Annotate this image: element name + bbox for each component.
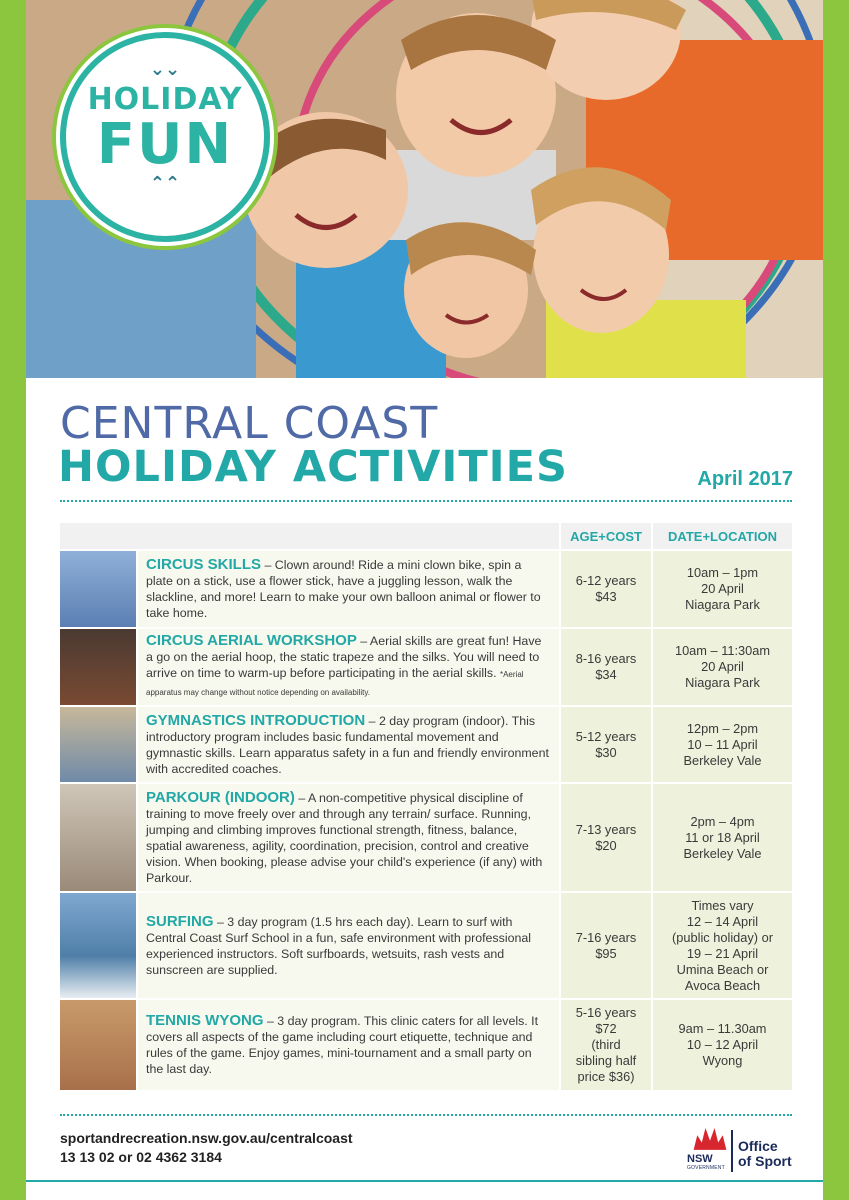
table-row [60,549,792,627]
flyer-page [26,0,823,1200]
date-location-cell: 9am – 11.30am 10 – 12 April Wyong [651,1000,792,1090]
activity-name: SURFING [146,912,214,930]
nsw-logo-text: NSW [687,1153,713,1165]
badge-line-holiday: HOLIDAY [87,82,243,117]
activity-description [138,629,559,705]
date-location-cell: 2pm – 4pm 11 or 18 April Berkeley Vale [651,784,792,891]
activity-name: GYMNASTICS INTRODUCTION [146,711,366,729]
hero-photo [26,0,823,378]
circus-skills-photo [60,551,138,627]
chevron-down-icon: ⌄⌄ [149,59,181,79]
gymnastics-photo [60,707,138,782]
of-sport-text: of Sport [738,1153,792,1169]
table-row [60,782,792,891]
surfing-photo [60,893,138,998]
activity-description [138,893,559,998]
date-location-cell: 10am – 11:30am 20 April Niagara Park [651,629,792,705]
activity-name: PARKOUR (INDOOR) [146,788,295,806]
parkour-photo [60,784,138,891]
age-cost-cell: 5-16 years $72 (third sibling half price $36) [559,1000,651,1090]
activities-table [60,523,792,1090]
activity-text: – Clown around! Ride a mini clown bike, spin a plate on a stick, use a flower stick, have a juggling lesson, walk the slackline, and more! Learn to make your own balloon animal or flower to take home. [146,558,541,620]
age-cost-cell: 7-13 years $20 [559,784,651,891]
activity-description [138,707,559,782]
activity-name: CIRCUS SKILLS [146,556,262,573]
table-row [60,891,792,998]
dotted-divider [60,500,792,502]
bottom-rule [26,1180,823,1182]
activity-text: – Aerial skills are great fun! Have a go on the aerial hoop, the static trapeze and the silks. You will need to arrive on time to warm-up before participating in the aerial skills. [146,634,542,680]
header-age-cost: AGE+COST [559,523,651,549]
tennis-photo [60,1000,138,1090]
office-text: Office [738,1138,778,1154]
activity-text: – 3 day program (1.5 hrs each day). Learn to surf with Central Coast Surf School in a fun, safe environment with professional experienced instructors. Soft surfboards, wetsuits, rash vests and sunscreen are supplied. [146,914,531,977]
activity-name: TENNIS WYONG [146,1012,264,1029]
date-location-cell: 12pm – 2pm 10 – 11 April Berkeley Vale [651,707,792,782]
page-title: HOLIDAY ACTIVITIES [58,442,569,492]
chevron-up-icon: ⌃⌃ [149,173,181,193]
activity-text: – 2 day program (indoor). This introductory program includes basic fundamental movement and gymnastic skills. Learn apparatus safety in a fun and friendly environment with accredited coaches. [146,713,549,776]
holiday-fun-badge [60,32,270,242]
nsw-government-text: GOVERNMENT [687,1165,725,1171]
date-location-cell: Times vary 12 – 14 April (public holiday) or 19 – 21 April Umina Beach or Avoca Beach [651,893,792,998]
table-row [60,705,792,782]
circus-aerial-photo [60,629,138,705]
age-cost-cell: 6-12 years $43 [559,551,651,627]
age-cost-cell: 7-16 years $95 [559,893,651,998]
activity-name: CIRCUS AERIAL WORKSHOP [146,632,357,649]
age-cost-cell: 5-12 years $30 [559,707,651,782]
office-of-sport-logo [738,1139,792,1169]
activity-note: *Aerial apparatus may change without notice depending on availability. [146,670,524,697]
badge-line-fun: FUN [96,112,234,177]
table-header [60,523,792,549]
date-heading: April 2017 [697,468,793,490]
table-row [60,627,792,705]
date-location-cell: 10am – 1pm 20 April Niagara Park [651,551,792,627]
activity-description [138,551,559,627]
region-heading: CENTRAL COAST [60,398,439,449]
activity-text: – A non-competitive physical discipline of training to move freely over and through any terrain/ surface. Running, jumping and climbing improves functional strength, fitness, balance, spatial awareness, agility, coordination, precision, control and creative vision. When booking, please advise your child's experience (if any) with Parkour. [146,790,543,885]
header-activity [60,523,559,549]
age-cost-cell: 8-16 years $34 [559,629,651,705]
activity-description [138,1000,559,1090]
header-date-location: DATE+LOCATION [651,523,792,549]
table-row [60,998,792,1090]
activity-text: – 3 day program. This clinic caters for all levels. It covers all aspects of the game including court etiquette, technique and rules of the game. Enjoy games, mini-tournament and a small party on the last day. [146,1014,539,1076]
website-link[interactable]: sportandrecreation.nsw.gov.au/centralcoast [60,1130,353,1146]
phone-number: 13 13 02 or 02 4362 3184 [60,1149,222,1165]
dotted-divider [60,1114,792,1116]
waratah-logo-icon [690,1124,730,1152]
logo-divider [731,1130,733,1172]
activity-description [138,784,559,891]
